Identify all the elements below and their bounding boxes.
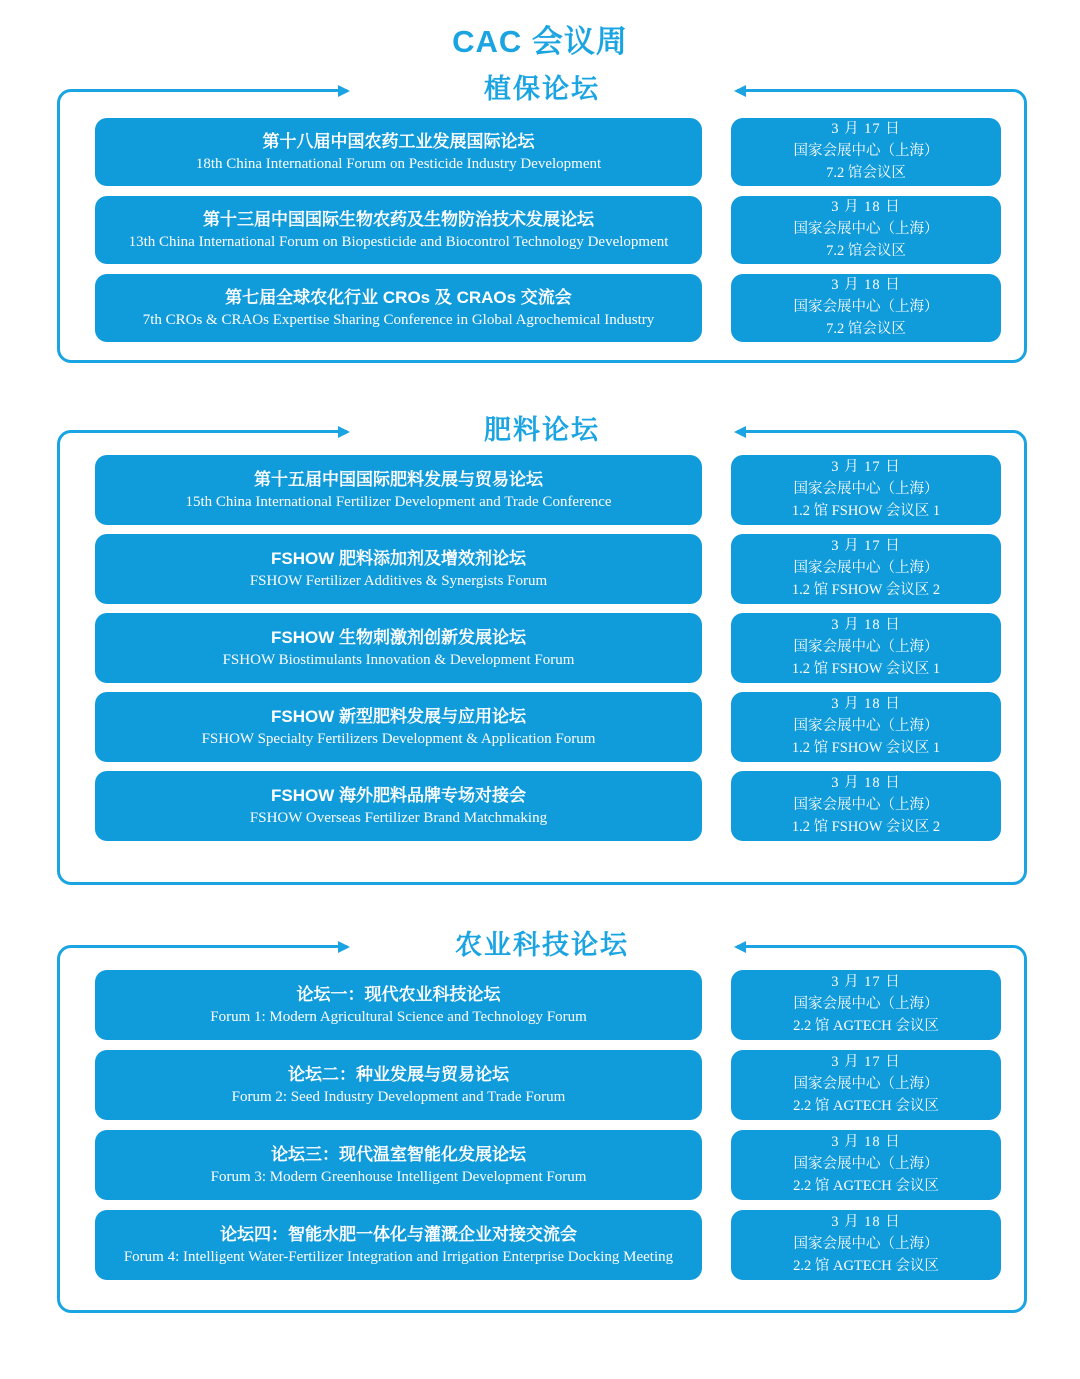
venue-name: 国家会展中心（上海） — [793, 1076, 939, 1093]
section-rows — [95, 118, 1001, 342]
venue-hall: 1.2 馆 FSHOW 会议区 1 — [791, 660, 941, 677]
venue-hall: 2.2 馆 AGTECH 会议区 — [793, 1257, 939, 1274]
event-date: 3 月 17 日 — [831, 1054, 901, 1071]
venue-hall: 7.2 馆会议区 — [826, 242, 906, 259]
venue-card — [731, 274, 1001, 342]
event-date: 3 月 18 日 — [831, 775, 901, 792]
venue-card — [731, 1050, 1001, 1120]
venue-card — [731, 118, 1001, 186]
event-title-cn: 论坛二：种业发展与贸易论坛 — [288, 1064, 509, 1084]
venue-card — [731, 455, 1001, 525]
venue-name: 国家会展中心（上海） — [793, 718, 939, 735]
event-title-cn: FSHOW 生物刺激剂创新发展论坛 — [271, 627, 526, 647]
venue-card — [731, 1210, 1001, 1280]
event-title-en: FSHOW Specialty Fertilizers Development & Application Forum — [201, 731, 596, 748]
event-title-en: Forum 3: Modern Greenhouse Intelligent Development Forum — [210, 1169, 587, 1186]
event-title-en: FSHOW Overseas Fertilizer Brand Matchmaking — [249, 810, 548, 827]
venue-card — [731, 613, 1001, 683]
event-title-cn: FSHOW 肥料添加剂及增效剂论坛 — [271, 548, 526, 568]
event-date: 3 月 17 日 — [831, 121, 901, 138]
event-title-en: Forum 1: Modern Agricultural Science and Technology Forum — [210, 1009, 587, 1026]
event-card — [95, 196, 702, 264]
venue-card — [731, 970, 1001, 1040]
event-row — [95, 118, 1001, 186]
event-title-en: FSHOW Biostimulants Innovation & Development Forum — [222, 652, 575, 669]
event-card — [95, 613, 702, 683]
event-row — [95, 771, 1001, 841]
event-row — [95, 970, 1001, 1040]
event-card — [95, 970, 702, 1040]
event-title-cn: FSHOW 海外肥料品牌专场对接会 — [271, 785, 526, 805]
venue-name: 国家会展中心（上海） — [793, 481, 939, 498]
event-row — [95, 1050, 1001, 1120]
event-row — [95, 613, 1001, 683]
event-date: 3 月 17 日 — [831, 538, 901, 555]
event-title-en: 13th China International Forum on Biopesticide and Biocontrol Technology Development — [128, 234, 669, 251]
venue-hall: 7.2 馆会议区 — [826, 320, 906, 337]
event-card — [95, 1130, 702, 1200]
venue-card — [731, 196, 1001, 264]
event-title-cn: 第十三届中国国际生物农药及生物防治技术发展论坛 — [203, 209, 594, 229]
section-title: 植保论坛 — [484, 74, 600, 104]
venue-hall: 2.2 馆 AGTECH 会议区 — [793, 1177, 939, 1194]
event-title-cn: 第十八届中国农药工业发展国际论坛 — [262, 131, 535, 151]
venue-name: 国家会展中心（上海） — [793, 639, 939, 656]
event-title-en: 7th CROs & CRAOs Expertise Sharing Conference in Global Agrochemical Industry — [142, 312, 655, 329]
venue-name: 国家会展中心（上海） — [793, 560, 939, 577]
event-title-cn: 论坛一：现代农业科技论坛 — [296, 984, 501, 1004]
venue-hall: 1.2 馆 FSHOW 会议区 2 — [791, 818, 941, 835]
event-title-en: Forum 4: Intelligent Water-Fertilizer Integration and Irrigation Enterprise Docking Meeting — [123, 1249, 674, 1266]
event-title-en: Forum 2: Seed Industry Development and Trade Forum — [231, 1089, 566, 1106]
section-rows — [95, 970, 1001, 1280]
event-card — [95, 1210, 702, 1280]
venue-card — [731, 692, 1001, 762]
event-card — [95, 274, 702, 342]
venue-name: 国家会展中心（上海） — [793, 1236, 939, 1253]
event-date: 3 月 18 日 — [831, 277, 901, 294]
event-card — [95, 1050, 702, 1120]
section-plant-protection-forum — [57, 74, 1027, 363]
venue-name: 国家会展中心（上海） — [793, 797, 939, 814]
event-row — [95, 534, 1001, 604]
event-row — [95, 1130, 1001, 1200]
section-title: 农业科技论坛 — [455, 930, 629, 960]
section-agtech-forum — [57, 930, 1027, 1313]
event-date: 3 月 18 日 — [831, 199, 901, 216]
event-date: 3 月 18 日 — [831, 1214, 901, 1231]
event-title-cn: FSHOW 新型肥料发展与应用论坛 — [271, 706, 526, 726]
event-card — [95, 534, 702, 604]
event-row — [95, 196, 1001, 264]
venue-name: 国家会展中心（上海） — [793, 221, 939, 238]
venue-name: 国家会展中心（上海） — [793, 143, 939, 160]
event-title-cn: 第十五届中国国际肥料发展与贸易论坛 — [254, 469, 543, 489]
event-row — [95, 692, 1001, 762]
event-row — [95, 274, 1001, 342]
event-title-cn: 论坛四：智能水肥一体化与灌溉企业对接交流会 — [220, 1224, 577, 1244]
event-card — [95, 118, 702, 186]
event-date: 3 月 18 日 — [831, 1134, 901, 1151]
venue-card — [731, 1130, 1001, 1200]
venue-card — [731, 534, 1001, 604]
venue-hall: 7.2 馆会议区 — [826, 164, 906, 181]
venue-hall: 2.2 馆 AGTECH 会议区 — [793, 1017, 939, 1034]
section-title: 肥料论坛 — [484, 415, 600, 445]
event-date: 3 月 17 日 — [831, 974, 901, 991]
page-title: CAC 会议周 — [452, 24, 628, 59]
section-rows — [95, 455, 1001, 841]
venue-hall: 1.2 馆 FSHOW 会议区 1 — [791, 739, 941, 756]
venue-name: 国家会展中心（上海） — [793, 996, 939, 1013]
venue-name: 国家会展中心（上海） — [793, 1156, 939, 1173]
venue-hall: 2.2 馆 AGTECH 会议区 — [793, 1097, 939, 1114]
event-title-en: 15th China International Fertilizer Development and Trade Conference — [185, 494, 612, 511]
event-card — [95, 455, 702, 525]
event-row — [95, 455, 1001, 525]
event-title-cn: 论坛三：现代温室智能化发展论坛 — [271, 1144, 526, 1164]
venue-name: 国家会展中心（上海） — [793, 299, 939, 316]
event-title-en: FSHOW Fertilizer Additives & Synergists Forum — [249, 573, 548, 590]
event-title-en: 18th China International Forum on Pesticide Industry Development — [195, 156, 602, 173]
event-card — [95, 692, 702, 762]
venue-hall: 1.2 馆 FSHOW 会议区 2 — [791, 581, 941, 598]
event-card — [95, 771, 702, 841]
event-row — [95, 1210, 1001, 1280]
section-fertilizer-forum — [57, 415, 1027, 885]
event-date: 3 月 18 日 — [831, 617, 901, 634]
event-date: 3 月 17 日 — [831, 459, 901, 476]
venue-card — [731, 771, 1001, 841]
venue-hall: 1.2 馆 FSHOW 会议区 1 — [791, 502, 941, 519]
event-title-cn: 第七届全球农化行业 CROs 及 CRAOs 交流会 — [225, 287, 572, 307]
event-date: 3 月 18 日 — [831, 696, 901, 713]
